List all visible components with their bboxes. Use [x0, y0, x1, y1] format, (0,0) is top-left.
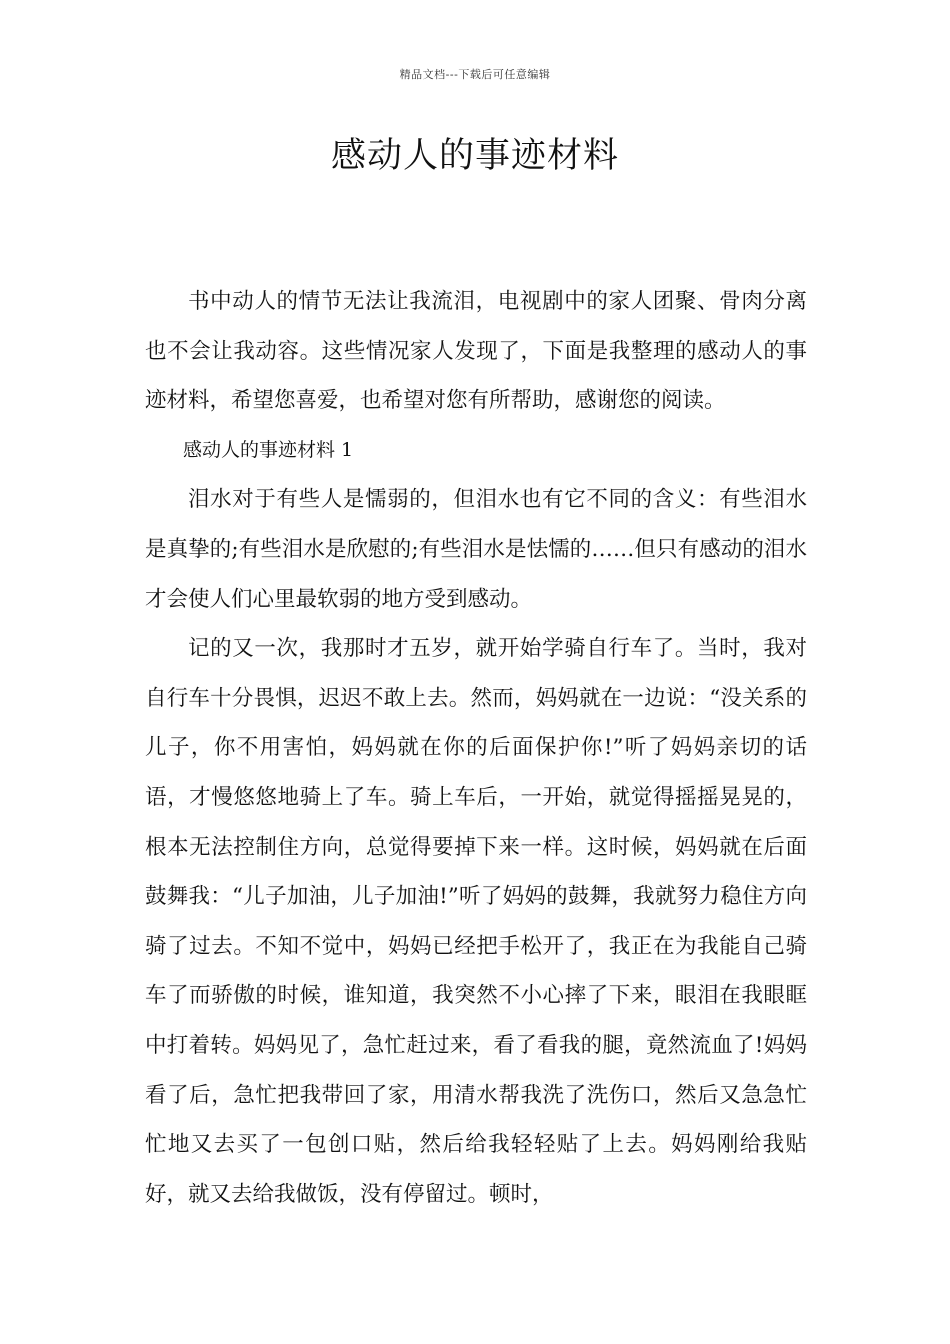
body-paragraph: 泪水对于有些人是懦弱的，但泪水也有它不同的含义：有些泪水是真挚的;有些泪水是欣慰的;有些泪水是怯懦的……但只有感动的泪水才会使人们心里最软弱的地方受到感动。 — [145, 487, 807, 612]
intro-paragraph: 书中动人的情节无法让我流泪，电视剧中的家人团聚、骨肉分离也不会让我动容。这些情况家人发现了，下面是我整理的感动人的事迹材料，希望您喜爱，也希望对您有所帮助，感谢您的阅读。 — [145, 289, 807, 414]
body-paragraph: 记的又一次，我那时才五岁，就开始学骑自行车了。当时，我对自行车十分畏惧，迟迟不敢上去。然而，妈妈就在一边说：“没关系的儿子，你不用害怕，妈妈就在你的后面保护你!”听了妈妈亲切的话语，才慢悠悠地骑上了车。骑上车后，一开始，就觉得摇摇晃晃的，根本无法控制住方向，总觉得要掉下来一样。这时候，妈妈就在后面鼓舞我：“儿子加油，儿子加油!”听了妈妈的鼓舞，我就努力稳住方向骑了过去。不知不觉中，妈妈已经把手松开了，我正在为我能自己骑车了而骄傲的时候，谁知道，我突然不小心摔了下来，眼泪在我眼眶中打着转。妈妈见了，急忙赶过来，看了看我的腿，竟然流血了!妈妈看了后，急忙把我带回了家，用清水帮我洗了洗伤口，然后又急急忙忙地又去买了一包创口贴，然后给我轻轻贴了上去。妈妈刚给我贴好，就又去给我做饭，没有停留过。顿时， — [145, 636, 807, 1207]
document-body — [145, 277, 807, 1219]
section-subtitle: 感动人的事迹材料 1 — [183, 438, 354, 461]
document-title: 感动人的事迹材料 — [330, 136, 619, 176]
header-note: 精品文档---下载后可任意编辑 — [399, 68, 551, 81]
